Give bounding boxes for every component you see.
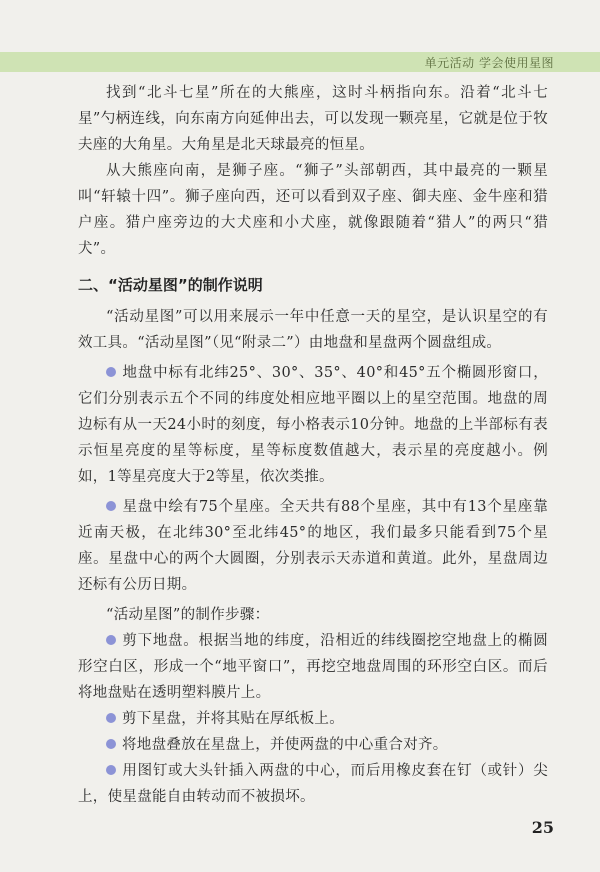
steps-intro: “活动星图”的制作步骤： [106,607,270,623]
bullet-item [78,494,548,598]
step-item [78,758,548,810]
bullet-dot-icon [106,501,116,511]
bullet-item [78,360,548,490]
paragraph-big-dipper: 找到“北斗七星”所在的大熊座，这时斗柄指向东。沿着“北斗七星”勺柄连线，向东南方向延伸出去，可以发现一颗亮星，它就是位于牧夫座的大角星。大角星是北天球最亮的恒星。 [78,85,548,153]
bullet-dot-icon [106,739,116,749]
paragraph-leo: 从大熊座向南，是狮子座。“狮子”头部朝西，其中最亮的一颗星叫“轩辕十四”。狮子座向西，还可以看到双子座、御夫座、金牛座和猎户座。猎户座旁边的大犬座和小犬座，就像跟随着“猎人”的两只“猎犬”。 [78,163,548,257]
step-text: 剪下地盘。根据当地的纬度，沿相近的纬线圈挖空地盘上的椭圆形空白区，形成一个“地平窗口”，再挖空地盘周围的环形空白区。而后将地盘贴在透明塑料膜片上。 [78,633,548,701]
section-body [78,304,548,810]
page-number: 25 [531,818,554,837]
bullet-text: 地盘中标有北纬25°、30°、35°、40°和45°五个椭圆形窗口，它们分别表示五个不同的纬度处相应地平圈以上的星空范围。地盘的周边标有从一天24小时的刻度，每小格表示10分钟。地盘的上半部标有表示恒星亮度的星等标度，星等标度数值越大，表示星的亮度越小。例如，1等星亮度大于2等星，依次类推。 [78,365,548,485]
bullet-dot-icon [106,367,116,377]
step-text: 将地盘叠放在星盘上，并使两盘的中心重合对齐。 [122,737,448,753]
step-text: 剪下星盘，并将其贴在厚纸板上。 [122,711,344,727]
step-item [78,706,548,732]
paragraph-planisphere-intro: “活动星图”可以用来展示一年中任意一天的星空，是认识星空的有效工具。“活动星图”（见“附录二”）由地盘和星盘两个圆盘组成。 [78,309,548,351]
step-item [78,732,548,758]
section-heading: 二、“活动星图”的制作说明 [78,276,263,294]
bullet-dot-icon [106,765,116,775]
step-item [78,628,548,706]
intro-text [78,80,548,262]
bullet-text: 星盘中绘有75个星座。全天共有88个星座，其中有13个星座靠近南天极，在北纬30°至北纬45°的地区，我们最多只能看到75个星座。星盘中心的两个大圆圈，分别表示天赤道和黄道。此外，星盘周边还标有公历日期。 [78,499,548,593]
section-label: 单元活动 学会使用星图 [424,56,554,70]
step-text: 用图钉或大头针插入两盘的中心，而后用橡皮套在钉（或针）尖上，使星盘能自由转动而不被损坏。 [78,763,548,805]
bullet-dot-icon [106,713,116,723]
bullet-dot-icon [106,635,116,645]
